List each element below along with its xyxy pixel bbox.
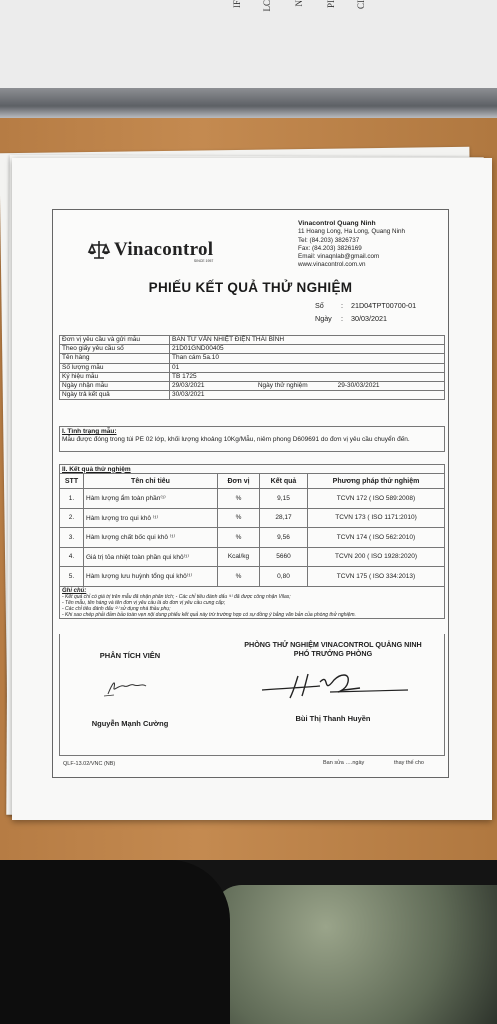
col-header-stt: STT — [60, 474, 84, 489]
table-row — [60, 547, 445, 567]
lab-block — [220, 640, 446, 658]
don-vi-value: BAN TƯ VẤN NHIỆT ĐIỆN THÁI BÌNH — [170, 336, 445, 345]
notes-title: Ghi chú: — [62, 587, 87, 594]
edge-text: N — [294, 0, 304, 7]
company-tel: Tel: (84.203) 3826737 — [298, 236, 360, 244]
cell-ten: Hàm lượng tro qui khô ⁽¹⁾ — [84, 508, 218, 528]
so-luong-value: 01 — [170, 363, 445, 372]
scales-logo-icon — [87, 240, 111, 260]
company-name: Vinacontrol Quang Ninh — [298, 220, 376, 227]
lab-name: PHÒNG THỬ NGHIỆM VINACONTROL QUẢNG NINH — [244, 640, 422, 649]
company-info — [298, 220, 448, 270]
edge-text: IF — [232, 0, 242, 9]
sample-info-table — [59, 335, 445, 400]
analyst-signature — [100, 674, 155, 699]
table-row — [60, 345, 445, 354]
test-result-form — [52, 209, 449, 778]
ten-hang-value: Than cám 5a.10 — [170, 354, 445, 363]
cell-stt: 3. — [60, 528, 84, 548]
document-title: PHIẾU KẾT QUẢ THỬ NGHIỆM — [148, 280, 353, 295]
note-line: - Khi sao chép phải đảm bảo toàn vẹn nội dung phiếu kết quả này trừ trường hợp có sự đồng ý bằng văn bản của phòng thử nghiệm. — [62, 611, 356, 618]
form-edition: Ban sửa ….ngày — [323, 760, 365, 766]
ngay-nhan-label: Ngày nhận mẫu — [60, 382, 170, 391]
so-luong-label: Số lượng mẫu — [60, 363, 170, 372]
cell-ket-qua: 0,80 — [260, 567, 308, 587]
company-logo — [87, 239, 214, 263]
cell-don-vi: Kcal/kg — [218, 547, 260, 567]
table-row — [60, 391, 445, 400]
don-vi-label: Đơn vị yêu cầu và gửi mẫu — [60, 336, 170, 345]
section-title: I. Tình trạng mẫu: — [62, 428, 117, 435]
ngay-tra-value: 30/03/2021 — [170, 391, 445, 400]
table-row — [60, 567, 445, 587]
cell-phuong-phap: TCVN 173 ( ISO 1171:2010) — [308, 508, 445, 528]
cell-ten: Hàm lượng ẩm toàn phần⁽¹⁾ — [84, 489, 218, 509]
analyst-name: Nguyễn Mạnh Cường — [91, 719, 169, 728]
section-title-text: II. Kết quả thử nghiệm — [62, 465, 131, 473]
cell-phuong-phap: TCVN 174 ( ISO 562:2010) — [308, 528, 445, 548]
theo-giay-label: Theo giấy yêu cầu số — [60, 345, 170, 354]
cell-ket-qua: 28,17 — [260, 508, 308, 528]
ngay-thu-value: 29-30/03/2021 — [337, 382, 380, 390]
table-header-row — [60, 474, 445, 489]
note-line: - Kết quả chỉ có giá trị trên mẫu đã nhận phân tích; - Các chỉ tiêu đánh dấu ⁽¹⁾ đã được công nhận Vilas; — [62, 593, 291, 600]
cell-ket-qua: 9,56 — [260, 528, 308, 548]
company-email: Email: vinaqnlab@gmail.com — [298, 253, 380, 261]
ngay-nhan-cell — [170, 382, 445, 391]
so-value: 21D04TPT00700-01 — [351, 301, 417, 310]
col-header-phuong-phap: Phương pháp thử nghiệm — [308, 474, 445, 489]
manager-title: PHÓ TRƯỞNG PHÒNG — [293, 649, 373, 658]
table-row — [60, 336, 445, 345]
company-website: www.vinacontrol.com.vn — [298, 261, 366, 269]
cell-ket-qua: 9,15 — [260, 489, 308, 509]
cell-stt: 5. — [60, 567, 84, 587]
cell-stt: 2. — [60, 508, 84, 528]
table-row — [60, 508, 445, 528]
analyst-title: PHÂN TÍCH VIÊN — [99, 651, 161, 660]
note-line: - Các chỉ tiêu đánh dấu ⁽²⁾ sử dụng nhà thầu phụ; — [62, 605, 171, 612]
table-row — [60, 372, 445, 381]
ten-hang-label: Tên hàng — [60, 354, 170, 363]
document-meta — [315, 299, 416, 325]
lower-scene — [0, 860, 497, 1024]
sample-condition-section — [59, 426, 445, 452]
company-fax: Fax: (84.203) 3826169 — [298, 244, 362, 252]
table-row — [60, 489, 445, 509]
col-header-ten: Tên chỉ tiêu — [84, 474, 218, 489]
col-header-don-vi: Đơn vị — [218, 474, 260, 489]
results-table — [59, 464, 445, 619]
company-address: 11 Hoang Long, Ha Long, Quang Ninh — [298, 228, 406, 236]
cell-ket-qua: 5660 — [260, 547, 308, 567]
cell-ten: Hàm lượng lưu huỳnh tổng qui khô⁽¹⁾ — [84, 567, 218, 587]
ngay-thu-label: Ngày thử nghiệm — [257, 382, 308, 390]
edge-text: LC — [262, 0, 272, 12]
logo-since: SINCE 1957 — [193, 259, 214, 263]
notes-row — [60, 586, 445, 618]
cell-phuong-phap: TCVN 200 ( ISO 1928:2020) — [308, 547, 445, 567]
table-row — [60, 465, 445, 474]
cell-ten: Hàm lượng chất bốc qui khô ⁽¹⁾ — [84, 528, 218, 548]
ngay-tra-label: Ngày trả kết quả — [60, 391, 170, 400]
manager-name: Bùi Thị Thanh Huyền — [295, 714, 371, 723]
ngay-nhan-value: 29/03/2021 — [172, 382, 205, 390]
cell-don-vi: % — [218, 567, 260, 587]
form-code: QLF-13.02/VNC (NB) — [63, 761, 116, 767]
metal-binder — [0, 88, 497, 118]
ky-hieu-label: Ký hiệu mẫu — [60, 372, 170, 381]
cell-phuong-phap: TCVN 172 ( ISO 589:2008) — [308, 489, 445, 509]
manager-signature — [260, 668, 410, 700]
separator: : — [341, 314, 343, 323]
edge-text: PI — [326, 0, 336, 9]
so-label: Số — [315, 301, 324, 310]
cell-stt: 1. — [60, 489, 84, 509]
ky-hieu-value: TB 1725 — [170, 372, 445, 381]
edge-text: CI — [356, 0, 366, 9]
table-row — [60, 363, 445, 372]
cell-phuong-phap: TCVN 175 ( ISO 334:2013) — [308, 567, 445, 587]
theo-giay-value: 21D01GND00405 — [170, 345, 445, 354]
cell-ten: Giá trị tỏa nhiệt toàn phần qui khô⁽¹⁾ — [84, 547, 218, 567]
table-row — [60, 382, 445, 391]
col-header-ket-qua: Kết quả — [260, 474, 308, 489]
top-sheet-paper — [0, 0, 497, 92]
form-replace: thay thế cho — [394, 760, 424, 766]
cell-don-vi: % — [218, 528, 260, 548]
cell-stt: 4. — [60, 547, 84, 567]
ngay-label: Ngày — [315, 314, 332, 323]
note-line: - Tên mẫu, tên hàng và tên đơn vị yêu cầu là do đơn vị yêu cầu cung cấp; — [62, 599, 226, 606]
fabric — [212, 885, 497, 1024]
dark-shadow — [0, 860, 230, 1024]
signature-section — [59, 634, 445, 756]
table-row — [60, 528, 445, 548]
cell-don-vi: % — [218, 508, 260, 528]
section-title — [60, 465, 445, 474]
separator: : — [341, 301, 343, 310]
ngay-value: 30/03/2021 — [351, 314, 387, 323]
table-row — [60, 354, 445, 363]
cell-don-vi: % — [218, 489, 260, 509]
logo-text: Vinacontrol — [114, 239, 214, 260]
notes-cell — [60, 586, 445, 618]
sample-condition-text: Mẫu được đóng trong túi PE 02 lớp, khối lượng khoảng 10Kg/Mẫu, niêm phong D609691 do đơn vị yêu cầu chuyển đến. — [62, 436, 410, 443]
